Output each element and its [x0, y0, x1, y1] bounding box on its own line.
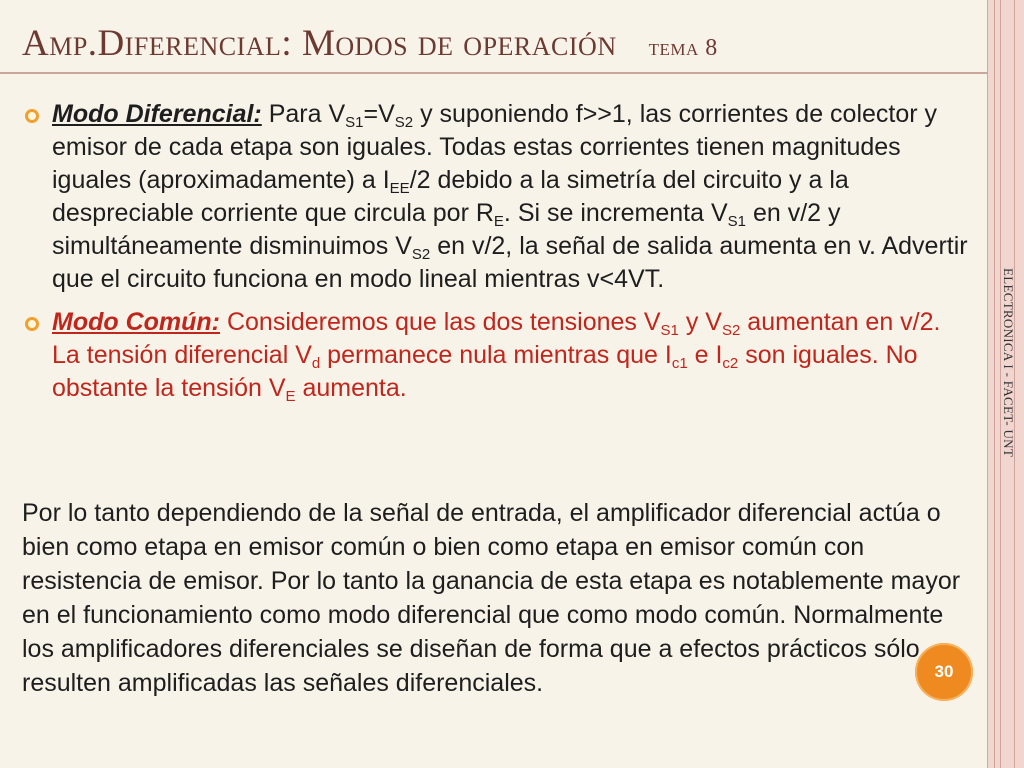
- bullet-text: . Si se incrementa V: [503, 199, 728, 227]
- bullet-icon: [25, 109, 39, 123]
- bullet-icon: [25, 317, 39, 331]
- bullet-text: y V: [678, 308, 722, 336]
- subscript: S2: [394, 114, 414, 131]
- title-text: Amp.Diferencial: Modos de operación: [22, 23, 617, 64]
- bullet-text: en v/2, la señal de salida aumenta en v. Advertir que el circuito funciona en modo lineal mientras v<4VT.: [52, 232, 968, 293]
- bullet-text: y suponiendo f>>1, las corrientes de colector y emisor de cada etapa son iguales. Todas estas corrientes tienen magnitudes iguales (aproximadamente) a I: [52, 100, 938, 194]
- bullet-lead: Modo Común:: [52, 308, 221, 336]
- subscript: S2: [411, 246, 431, 263]
- bullet-list: [22, 98, 972, 415]
- subscript: S1: [727, 213, 746, 230]
- bullet-text: son iguales. No obstante la tensión V: [52, 341, 918, 402]
- bullet-text: Consideremos que las dos tensiones V: [220, 308, 661, 336]
- subscript: E: [493, 213, 504, 230]
- subscript: d: [311, 355, 321, 372]
- bullet-text: =V: [363, 100, 395, 128]
- bullet-text: aumenta.: [295, 374, 407, 402]
- bullet-modo-diferencial: [22, 98, 972, 296]
- subscript: c1: [671, 355, 688, 372]
- subscript: c2: [722, 355, 739, 372]
- subscript: S1: [345, 114, 364, 131]
- bullet-text: permanece nula mientras que I: [320, 341, 672, 369]
- subscript: S2: [721, 322, 741, 339]
- title-divider: [0, 72, 988, 74]
- side-label: ELECTRONICA I - FACET- UNT: [1001, 268, 1016, 458]
- page-number-badge: 30: [915, 643, 973, 701]
- bullet-text: /2 debido a la simetría del circuito y a la despreciable corriente que circula por R: [52, 166, 849, 227]
- bullet-text: e I: [687, 341, 723, 369]
- bullet-text: Para V: [261, 100, 346, 128]
- subscript: S1: [660, 322, 679, 339]
- conclusion-paragraph: Por lo tanto dependiendo de la señal de entrada, el amplificador diferencial actúa o bien como etapa en emisor común o bien como etapa en emisor común con resistencia de emisor. Por lo tanto la ganancia de esta etapa es notablemente mayor en el funcionamiento como modo diferencial que como modo común. Normalmente los amplificadores diferenciales se diseñan de forma que a efectos prácticos sólo resulten amplificadas las señales diferenciales.: [22, 499, 961, 697]
- subscript: E: [285, 388, 296, 405]
- subscript: EE: [389, 180, 410, 197]
- bullet-text: aumentan en v/2. La tensión diferencial V: [52, 308, 941, 369]
- bullet-text: en v/2 y simultáneamente disminuimos V: [52, 199, 841, 260]
- slide-title: [22, 22, 718, 65]
- bullet-lead: Modo Diferencial:: [52, 100, 262, 128]
- bullet-modo-comun: [22, 306, 972, 405]
- tema-label: tema 8: [648, 35, 718, 61]
